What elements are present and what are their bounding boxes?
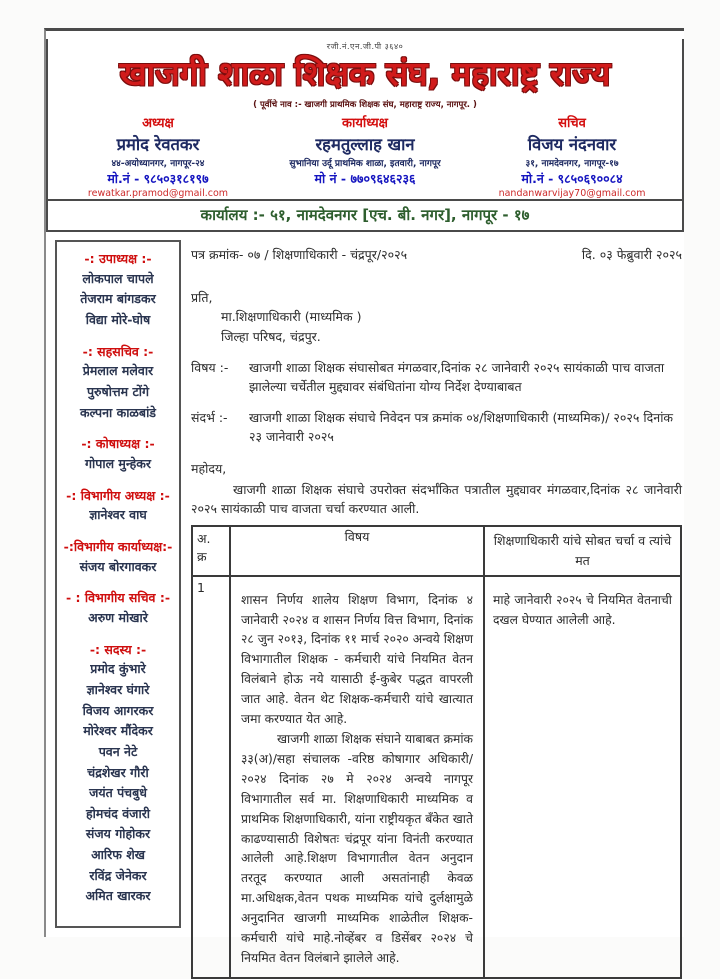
subject-paragraph-1: शासन निर्णय शालेय शिक्षण विभाग, दिनांक ४ जानेवारी २०२४ व शासन निर्णय वित्त विभाग, दिनांक २८ जुन २०१३, दिनांक ११ मार्च २०२० अन्वये शिक्षण विभागातील शिक्षक - कर्मचारी यांचे नियमित वेतन विलंबाने होऊ नये यासाठी ई-कुबेर पद्धत वापरली जात आहे. वेतन थेट शिक्षक-कर्मचारी यांचे खात्यात जमा करण्यात येत आहे. [241, 592, 473, 727]
subject-label: विषय :- [191, 360, 229, 376]
subject-block [191, 359, 682, 397]
sidebar-member-name: पवन नेटे [98, 743, 138, 759]
column-header-opinion: शिक्षणाधिकारी यांचे सोबत चर्चा व त्यांचे मत [484, 526, 681, 576]
sidebar-member-name: विजय आगरकर [82, 702, 154, 718]
officials-row [56, 113, 674, 199]
salutation: महोदय, [191, 461, 227, 477]
subject-paragraph-2: खाजगी शाळा शिक्षक संघाने याबाबत क्रमांक ३३(अ)/सहा संचालक -वरिष्ठ कोषागार अधिकारी/२०२४ दिनांक २७ मे २०२४ अन्वये नागपूर विभागातील सर्व मा. शिक्षणाधिकारी माध्यमिक व प्राथमिक शिक्षणाधिकारी, यांना राष्ट्रीयकृत बँकेत खाते काढण्यासाठी विशेषतः चंद्रपूर यांना विनंती करण्यात आलेली आहे.शिक्षण विभागातील वेतन अनुदान तरतूद करण्यात आली असतांनाही केवळ मा.अधिक्षक,वेतन पथक माध्यमिक यांचे दुर्लक्षामुळे अनुदानित खाजगी माध्यमिक शाळेतील शिक्षक-कर्मचारी यांचे माहे.नोव्हेंबर व डिसेंबर २०२४ चे नियमित वेतन विलंबाने झालेले आहे. [241, 731, 473, 965]
sidebar-member-name: संजय बोरगावकर [79, 558, 157, 574]
table-row [192, 576, 681, 978]
organization-title: खाजगी शाळा शिक्षक संघ, महाराष्ट्र राज्य [119, 54, 611, 93]
row-sr-cell: 1 [192, 576, 230, 978]
former-name-line: ( पूर्वीचे नाव :- खाजगी प्राथमिक शिक्षक संघ, महाराष्ट्र राज्य, नागपूर. ) [253, 99, 477, 110]
official-address: ३१, नामदेवनगर, नागपूर-१७ [525, 158, 619, 169]
sidebar-section-heading: -: सहसचिव :- [82, 343, 154, 359]
content-area [46, 232, 684, 979]
sidebar-section-heading: -: कोषाध्यक्ष :- [81, 436, 155, 452]
sr-header-line: अ. [197, 530, 211, 546]
sidebar-section-heading: -:विभागीय कार्याध्यक्ष:- [63, 538, 173, 554]
sidebar-member-name: लोकपाल चापले [82, 270, 154, 286]
official-address: सुभानिया उर्दू प्राथमिक शाळा, इतवारी, नागपूर [289, 158, 441, 169]
sidebar-member-name: प्रमोद कुंभारे [90, 661, 146, 677]
official-phone: मो.नं - ९८५०६९००८४ [521, 170, 623, 186]
sidebar-member-name: गोपाल मुन्हेकर [84, 455, 151, 471]
sidebar-member-name: चंद्रशेखर गौरी [87, 764, 149, 780]
discussion-table [191, 525, 682, 979]
reference-label: संदर्भ :- [191, 409, 228, 425]
sidebar-member-name: मोरेश्वर मौंदेकर [83, 723, 153, 739]
official-secretary [470, 113, 674, 199]
sidebar-member-name: कल्पना काळबांडे [80, 404, 156, 420]
sr-header-line: क्र [197, 549, 207, 565]
official-name: रहमतुल्लाह खान [315, 134, 415, 154]
addressee-line: मा.शिक्षणाधिकारी (माध्यमिक ) [221, 309, 362, 325]
addressee-line: जिल्हा परिषद, चंद्रपुर. [221, 329, 321, 345]
letter-number: पत्र क्रमांक- ०७ / शिक्षणाधिकारी - चंद्रपूर/२०२५ [191, 246, 408, 262]
subject-text: खाजगी शाळा शिक्षक संघासोबत मंगळवार,दिनांक २८ जानेवारी २०२५ सायंकाळी पाच वाजता झालेल्या चर्चेतील मुद्द्यावर संबंधितांना योग्य निर्देश देण्याबाबत [249, 360, 665, 395]
reference-text: खाजगी शाळा शिक्षक संघाचे निवेदन पत्र क्रमांक ०४/शिक्षणाधिकारी (माध्यमिक)/ २०२५ दिनांक २३ जानेवारी २०२५ [249, 409, 674, 444]
official-name: विजय नंदनवार [527, 134, 617, 154]
office-bearers-sidebar [55, 240, 181, 928]
reference-row [191, 246, 682, 265]
to-label: प्रति, [191, 289, 213, 305]
official-president [56, 113, 260, 199]
sidebar-section-heading: -: सदस्य :- [89, 641, 147, 657]
sidebar-member-name: तेजराम बांगडकर [80, 291, 156, 307]
sidebar-section-heading: -: विभागीय अध्यक्ष :- [66, 487, 170, 503]
official-address: ४४-अयोध्यानगर, नागपूर-२४ [111, 158, 205, 169]
sidebar-member-name: अमित खारकर [85, 888, 151, 904]
table-header-row [192, 526, 681, 576]
office-address-bar: कार्यालय :- ५१, नामदेवनगर [एच. बी. नगर], नागपूर - १७ [46, 201, 684, 232]
sidebar-section-heading: -: उपाध्यक्ष :- [84, 250, 152, 266]
official-role: सचिव [558, 115, 586, 131]
official-phone: मो.नं - ९८५०३१८१९७ [107, 170, 209, 186]
sidebar-member-name: ज्ञानेश्वर घंगारे [86, 682, 150, 698]
sidebar-member-name: अरुण मोखारे [88, 610, 148, 626]
column-header-subject: विषय [230, 526, 484, 576]
sidebar-section-heading: - : विभागीय सचिव :- [65, 590, 171, 606]
sidebar-member-name: ज्ञानेश्वर वाघ [89, 507, 147, 523]
official-role: कार्याध्यक्ष [341, 115, 388, 131]
addressee-block [191, 289, 682, 348]
official-working-president [263, 113, 467, 199]
sidebar-member-name: पुरुषोत्तम टोंगे [86, 383, 150, 399]
official-email: rewatkar.pramod@gmail.com [87, 187, 229, 199]
row-subject-cell [230, 576, 484, 978]
sidebar-member-name: रविंद्र जेनेकर [89, 867, 147, 883]
official-phone: मो नं - ७७०९६४६२३६ [314, 170, 416, 186]
reference-block [191, 409, 682, 447]
column-header-sr [192, 526, 230, 576]
letter-date: दि. ०३ फेब्रुवारी २०२५ [581, 246, 682, 262]
letter-body [181, 232, 684, 979]
sidebar-member-name: विद्या मोरे-घोष [85, 311, 151, 327]
official-name: प्रमोद रेवतकर [116, 134, 200, 154]
sidebar-member-name: होमचंद वंजारी [85, 805, 151, 821]
sidebar-member-name: प्रेमलाल मलेवार [82, 363, 154, 379]
sidebar-member-name: आरिफ शेख [91, 847, 145, 863]
official-role: अध्यक्ष [142, 115, 174, 131]
sidebar-member-name: जयंत पंचबुधे [89, 785, 147, 801]
letter-document [44, 28, 684, 965]
intro-paragraph: खाजगी शाळा शिक्षक संघाचे उपरोक्त संदर्भांकित पत्रातील मुद्द्यावर मंगळवार,दिनांक २८ जानेवारी २०२५ सायंकाळी पाच वाजता चर्चा करण्यात आली. [191, 482, 682, 516]
sidebar-member-name: संजय गोहोकर [85, 826, 151, 842]
official-email: nandanwarvijay70@gmail.com [498, 187, 646, 199]
registration-number: रजी.नं.एन.जी.पी ३६४० [326, 42, 404, 51]
letterhead [46, 39, 684, 201]
row-opinion-cell: माहे जानेवारी २०२५ चे नियमित वेतनाची दखल घेण्यात आलेली आहे. [484, 576, 681, 978]
